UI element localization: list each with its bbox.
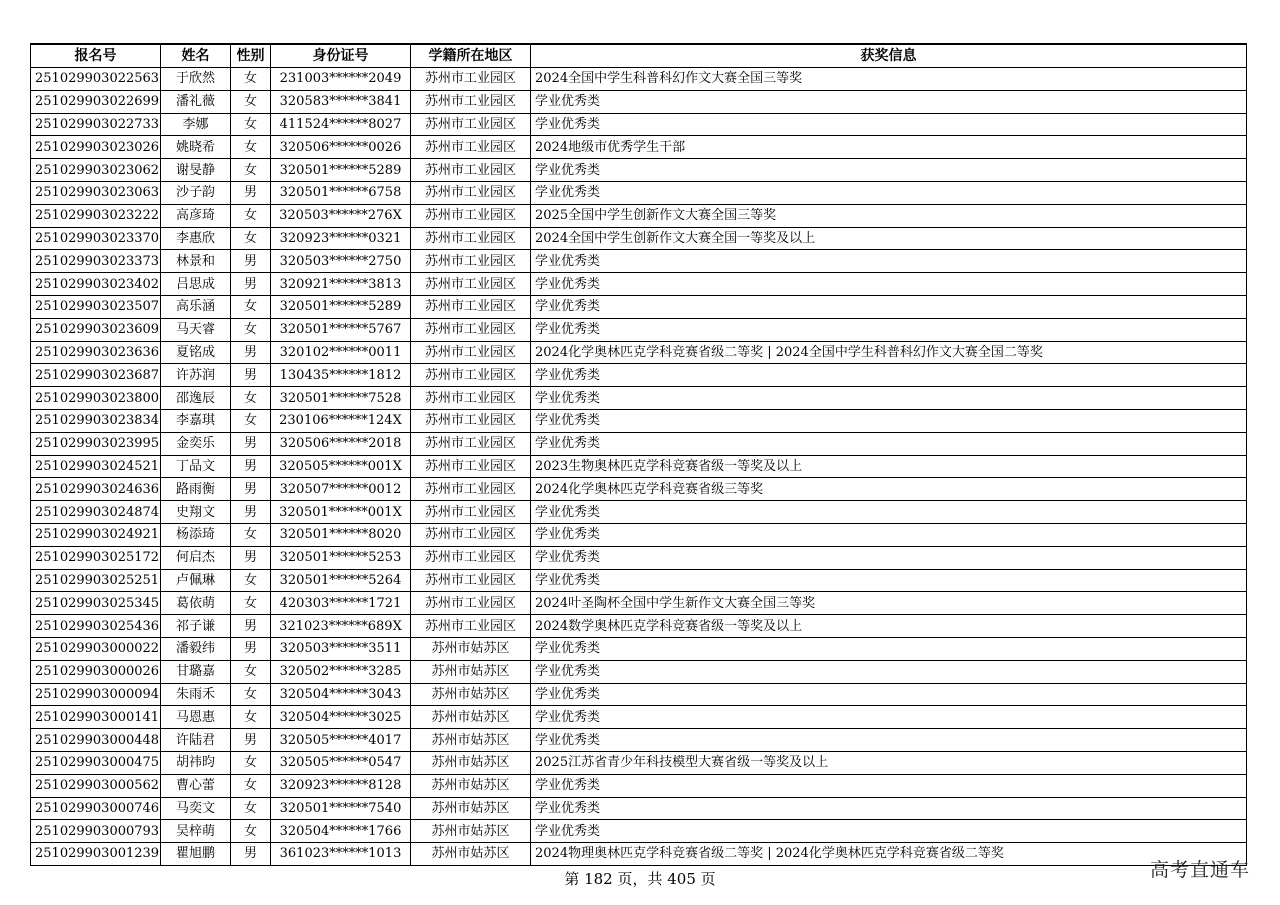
school-region-cell: 苏州市工业园区 [411,592,531,615]
table-row [31,615,1247,638]
registration-no-cell: 251029903023026 [31,136,161,159]
gender-cell: 男 [231,250,271,273]
name-cell: 潘礼薇 [161,90,231,113]
school-region-cell: 苏州市姑苏区 [411,729,531,752]
award-info-cell: 2024化学奥林匹克学科竞赛省级三等奖 [531,478,1247,501]
id-number-cell: 320506******0026 [271,136,411,159]
registration-no-cell: 251029903022563 [31,68,161,91]
id-number-cell: 320504******3025 [271,706,411,729]
gender-cell: 女 [231,113,271,136]
id-number-cell: 320583******3841 [271,90,411,113]
table-row [31,432,1247,455]
award-info-cell: 2024数学奥林匹克学科竞赛省级一等奖及以上 [531,615,1247,638]
table-row [31,820,1247,843]
award-info-cell: 学业优秀类 [531,683,1247,706]
gender-cell: 女 [231,295,271,318]
name-cell: 李惠欣 [161,227,231,250]
gender-cell: 女 [231,569,271,592]
name-cell: 卢佩琳 [161,569,231,592]
gender-cell: 男 [231,455,271,478]
award-info-cell: 学业优秀类 [531,569,1247,592]
registration-no-cell: 251029903023995 [31,432,161,455]
registration-no-cell: 251029903024874 [31,501,161,524]
id-number-cell: 321023******689X [271,615,411,638]
school-region-cell: 苏州市工业园区 [411,432,531,455]
page-number: 第 182 页，共 405 页 [564,870,716,888]
gender-cell: 女 [231,706,271,729]
award-info-cell: 学业优秀类 [531,181,1247,204]
table-row [31,387,1247,410]
table-row [31,113,1247,136]
header-award-info: 获奖信息 [531,44,1247,68]
school-region-cell: 苏州市工业园区 [411,227,531,250]
id-number-cell: 230106******124X [271,409,411,432]
school-region-cell: 苏州市工业园区 [411,136,531,159]
id-number-cell: 320501******5253 [271,546,411,569]
name-cell: 邵逸辰 [161,387,231,410]
school-region-cell: 苏州市工业园区 [411,569,531,592]
id-number-cell: 320923******8128 [271,774,411,797]
table-row [31,592,1247,615]
award-info-cell: 学业优秀类 [531,409,1247,432]
school-region-cell: 苏州市姑苏区 [411,843,531,866]
school-region-cell: 苏州市工业园区 [411,455,531,478]
id-number-cell: 320501******5289 [271,159,411,182]
gender-cell: 男 [231,273,271,296]
school-region-cell: 苏州市工业园区 [411,615,531,638]
id-number-cell: 320923******0321 [271,227,411,250]
name-cell: 林景和 [161,250,231,273]
id-number-cell: 320501******5767 [271,318,411,341]
table-row [31,843,1247,866]
gender-cell: 女 [231,660,271,683]
name-cell: 曹心蕾 [161,774,231,797]
gender-cell: 男 [231,364,271,387]
award-info-cell: 学业优秀类 [531,159,1247,182]
table-row [31,706,1247,729]
registration-no-cell: 251029903022699 [31,90,161,113]
award-info-cell: 2023生物奥林匹克学科竞赛省级一等奖及以上 [531,455,1247,478]
id-number-cell: 320503******276X [271,204,411,227]
table-row [31,683,1247,706]
registration-no-cell: 251029903023370 [31,227,161,250]
registration-no-cell: 251029903000746 [31,797,161,820]
id-number-cell: 130435******1812 [271,364,411,387]
school-region-cell: 苏州市工业园区 [411,546,531,569]
award-info-cell: 学业优秀类 [531,660,1247,683]
gender-cell: 男 [231,181,271,204]
award-info-cell: 学业优秀类 [531,820,1247,843]
award-info-cell: 学业优秀类 [531,364,1247,387]
table-row [31,501,1247,524]
id-number-cell: 320504******1766 [271,820,411,843]
award-info-cell: 学业优秀类 [531,501,1247,524]
id-number-cell: 320504******3043 [271,683,411,706]
name-cell: 甘璐嘉 [161,660,231,683]
award-info-cell: 2024叶圣陶杯全国中学生新作文大赛全国三等奖 [531,592,1247,615]
registration-no-cell: 251029903023062 [31,159,161,182]
registration-no-cell: 251029903000094 [31,683,161,706]
name-cell: 高彦琦 [161,204,231,227]
table-row [31,364,1247,387]
table-row [31,660,1247,683]
table-row [31,90,1247,113]
award-info-cell: 学业优秀类 [531,432,1247,455]
school-region-cell: 苏州市工业园区 [411,501,531,524]
name-cell: 金奕乐 [161,432,231,455]
watermark: 高考直通车 [1149,859,1250,881]
school-region-cell: 苏州市姑苏区 [411,660,531,683]
registration-no-cell: 251029903000475 [31,751,161,774]
table-row [31,523,1247,546]
gender-cell: 女 [231,387,271,410]
table-row [31,341,1247,364]
gender-cell: 男 [231,341,271,364]
school-region-cell: 苏州市工业园区 [411,68,531,91]
award-list-table [30,43,1247,866]
name-cell: 朱雨禾 [161,683,231,706]
id-number-cell: 320503******3511 [271,637,411,660]
school-region-cell: 苏州市工业园区 [411,273,531,296]
table-row [31,68,1247,91]
gender-cell: 女 [231,68,271,91]
id-number-cell: 320501******5289 [271,295,411,318]
award-info-cell: 学业优秀类 [531,637,1247,660]
table-header [31,44,1247,68]
gender-cell: 女 [231,159,271,182]
gender-cell: 女 [231,90,271,113]
school-region-cell: 苏州市工业园区 [411,159,531,182]
registration-no-cell: 251029903000793 [31,820,161,843]
name-cell: 夏铭成 [161,341,231,364]
name-cell: 马天睿 [161,318,231,341]
registration-no-cell: 251029903023373 [31,250,161,273]
name-cell: 许苏润 [161,364,231,387]
school-region-cell: 苏州市工业园区 [411,364,531,387]
table-row [31,546,1247,569]
school-region-cell: 苏州市姑苏区 [411,774,531,797]
id-number-cell: 320501******7528 [271,387,411,410]
gender-cell: 女 [231,318,271,341]
registration-no-cell: 251029903023402 [31,273,161,296]
header-school-region: 学籍所在地区 [411,44,531,68]
table-row [31,159,1247,182]
award-info-cell: 学业优秀类 [531,774,1247,797]
registration-no-cell: 251029903023800 [31,387,161,410]
school-region-cell: 苏州市姑苏区 [411,706,531,729]
school-region-cell: 苏州市姑苏区 [411,637,531,660]
gender-cell: 男 [231,843,271,866]
registration-no-cell: 251029903025345 [31,592,161,615]
gender-cell: 女 [231,797,271,820]
name-cell: 祁子谦 [161,615,231,638]
school-region-cell: 苏州市姑苏区 [411,751,531,774]
school-region-cell: 苏州市工业园区 [411,90,531,113]
table-row [31,273,1247,296]
gender-cell: 女 [231,409,271,432]
name-cell: 潘毅纬 [161,637,231,660]
id-number-cell: 361023******1013 [271,843,411,866]
award-info-cell: 学业优秀类 [531,273,1247,296]
table-row [31,455,1247,478]
name-cell: 于欣然 [161,68,231,91]
name-cell: 马奕文 [161,797,231,820]
id-number-cell: 320505******4017 [271,729,411,752]
award-info-cell: 学业优秀类 [531,250,1247,273]
name-cell: 杨添琦 [161,523,231,546]
award-info-cell: 2025全国中学生创新作文大赛全国三等奖 [531,204,1247,227]
table-row [31,204,1247,227]
gender-cell: 男 [231,546,271,569]
award-info-cell: 学业优秀类 [531,295,1247,318]
registration-no-cell: 251029903025172 [31,546,161,569]
registration-no-cell: 251029903001239 [31,843,161,866]
header-registration-no: 报名号 [31,44,161,68]
table-row [31,751,1247,774]
gender-cell: 男 [231,615,271,638]
name-cell: 李嘉琪 [161,409,231,432]
gender-cell: 男 [231,501,271,524]
school-region-cell: 苏州市姑苏区 [411,683,531,706]
gender-cell: 女 [231,683,271,706]
table-row [31,729,1247,752]
id-number-cell: 320505******0547 [271,751,411,774]
name-cell: 许陆君 [161,729,231,752]
registration-no-cell: 251029903023636 [31,341,161,364]
registration-no-cell: 251029903025436 [31,615,161,638]
table-row [31,250,1247,273]
school-region-cell: 苏州市工业园区 [411,250,531,273]
table-row [31,478,1247,501]
gender-cell: 男 [231,729,271,752]
name-cell: 丁品文 [161,455,231,478]
id-number-cell: 320501******5264 [271,569,411,592]
registration-no-cell: 251029903000448 [31,729,161,752]
registration-no-cell: 251029903000022 [31,637,161,660]
gender-cell: 男 [231,637,271,660]
name-cell: 何启杰 [161,546,231,569]
registration-no-cell: 251029903024921 [31,523,161,546]
name-cell: 葛依萌 [161,592,231,615]
school-region-cell: 苏州市工业园区 [411,387,531,410]
registration-no-cell: 251029903000026 [31,660,161,683]
school-region-cell: 苏州市工业园区 [411,478,531,501]
award-info-cell: 学业优秀类 [531,546,1247,569]
name-cell: 胡祎昀 [161,751,231,774]
id-number-cell: 320506******2018 [271,432,411,455]
award-info-cell: 2024全国中学生科普科幻作文大赛全国三等奖 [531,68,1247,91]
school-region-cell: 苏州市工业园区 [411,113,531,136]
name-cell: 吴梓萌 [161,820,231,843]
name-cell: 谢旻静 [161,159,231,182]
registration-no-cell: 251029903023687 [31,364,161,387]
table-row [31,797,1247,820]
id-number-cell: 320503******2750 [271,250,411,273]
registration-no-cell: 251029903023222 [31,204,161,227]
table-row [31,409,1247,432]
school-region-cell: 苏州市姑苏区 [411,797,531,820]
header-id-number: 身份证号 [271,44,411,68]
id-number-cell: 320502******3285 [271,660,411,683]
header-name: 姓名 [161,44,231,68]
school-region-cell: 苏州市姑苏区 [411,820,531,843]
table-row [31,136,1247,159]
header-row [31,44,1247,68]
gender-cell: 女 [231,227,271,250]
school-region-cell: 苏州市工业园区 [411,204,531,227]
school-region-cell: 苏州市工业园区 [411,523,531,546]
id-number-cell: 411524******8027 [271,113,411,136]
registration-no-cell: 251029903023834 [31,409,161,432]
award-info-cell: 学业优秀类 [531,523,1247,546]
table-body [31,68,1247,866]
gender-cell: 女 [231,592,271,615]
registration-no-cell: 251029903024521 [31,455,161,478]
school-region-cell: 苏州市工业园区 [411,341,531,364]
id-number-cell: 320501******001X [271,501,411,524]
id-number-cell: 320501******7540 [271,797,411,820]
award-info-cell: 学业优秀类 [531,706,1247,729]
registration-no-cell: 251029903025251 [31,569,161,592]
name-cell: 吕思成 [161,273,231,296]
registration-no-cell: 251029903023063 [31,181,161,204]
gender-cell: 女 [231,204,271,227]
id-number-cell: 320507******0012 [271,478,411,501]
award-info-cell: 学业优秀类 [531,90,1247,113]
gender-cell: 女 [231,751,271,774]
award-info-cell: 2025江苏省青少年科技模型大赛省级一等奖及以上 [531,751,1247,774]
name-cell: 李娜 [161,113,231,136]
name-cell: 高乐涵 [161,295,231,318]
table-row [31,227,1247,250]
id-number-cell: 320505******001X [271,455,411,478]
registration-no-cell: 251029903022733 [31,113,161,136]
award-info-cell: 2024地级市优秀学生干部 [531,136,1247,159]
gender-cell: 女 [231,523,271,546]
name-cell: 马恩惠 [161,706,231,729]
gender-cell: 男 [231,478,271,501]
award-info-cell: 学业优秀类 [531,797,1247,820]
table-row [31,774,1247,797]
award-info-cell: 2024化学奥林匹克学科竞赛省级二等奖 | 2024全国中学生科普科幻作文大赛全国二等奖 [531,341,1247,364]
name-cell: 沙子韵 [161,181,231,204]
registration-no-cell: 251029903023609 [31,318,161,341]
id-number-cell: 320921******3813 [271,273,411,296]
registration-no-cell: 251029903000562 [31,774,161,797]
id-number-cell: 420303******1721 [271,592,411,615]
table-row [31,295,1247,318]
name-cell: 路雨衡 [161,478,231,501]
table-row [31,318,1247,341]
gender-cell: 女 [231,820,271,843]
award-info-cell: 学业优秀类 [531,318,1247,341]
gender-cell: 女 [231,136,271,159]
award-info-cell: 学业优秀类 [531,387,1247,410]
school-region-cell: 苏州市工业园区 [411,409,531,432]
award-info-cell: 学业优秀类 [531,113,1247,136]
header-gender: 性别 [231,44,271,68]
award-info-cell: 2024全国中学生创新作文大赛全国一等奖及以上 [531,227,1247,250]
registration-no-cell: 251029903023507 [31,295,161,318]
award-info-cell: 学业优秀类 [531,729,1247,752]
registration-no-cell: 251029903024636 [31,478,161,501]
id-number-cell: 320501******8020 [271,523,411,546]
school-region-cell: 苏州市工业园区 [411,318,531,341]
award-info-cell: 2024物理奥林匹克学科竞赛省级二等奖 | 2024化学奥林匹克学科竞赛省级二等奖 [531,843,1247,866]
registration-no-cell: 251029903000141 [31,706,161,729]
gender-cell: 女 [231,774,271,797]
name-cell: 史翔文 [161,501,231,524]
id-number-cell: 231003******2049 [271,68,411,91]
gender-cell: 男 [231,432,271,455]
id-number-cell: 320102******0011 [271,341,411,364]
name-cell: 姚晓希 [161,136,231,159]
name-cell: 瞿旭鹏 [161,843,231,866]
table-row [31,181,1247,204]
table-row [31,569,1247,592]
school-region-cell: 苏州市工业园区 [411,181,531,204]
table-row [31,637,1247,660]
school-region-cell: 苏州市工业园区 [411,295,531,318]
id-number-cell: 320501******6758 [271,181,411,204]
